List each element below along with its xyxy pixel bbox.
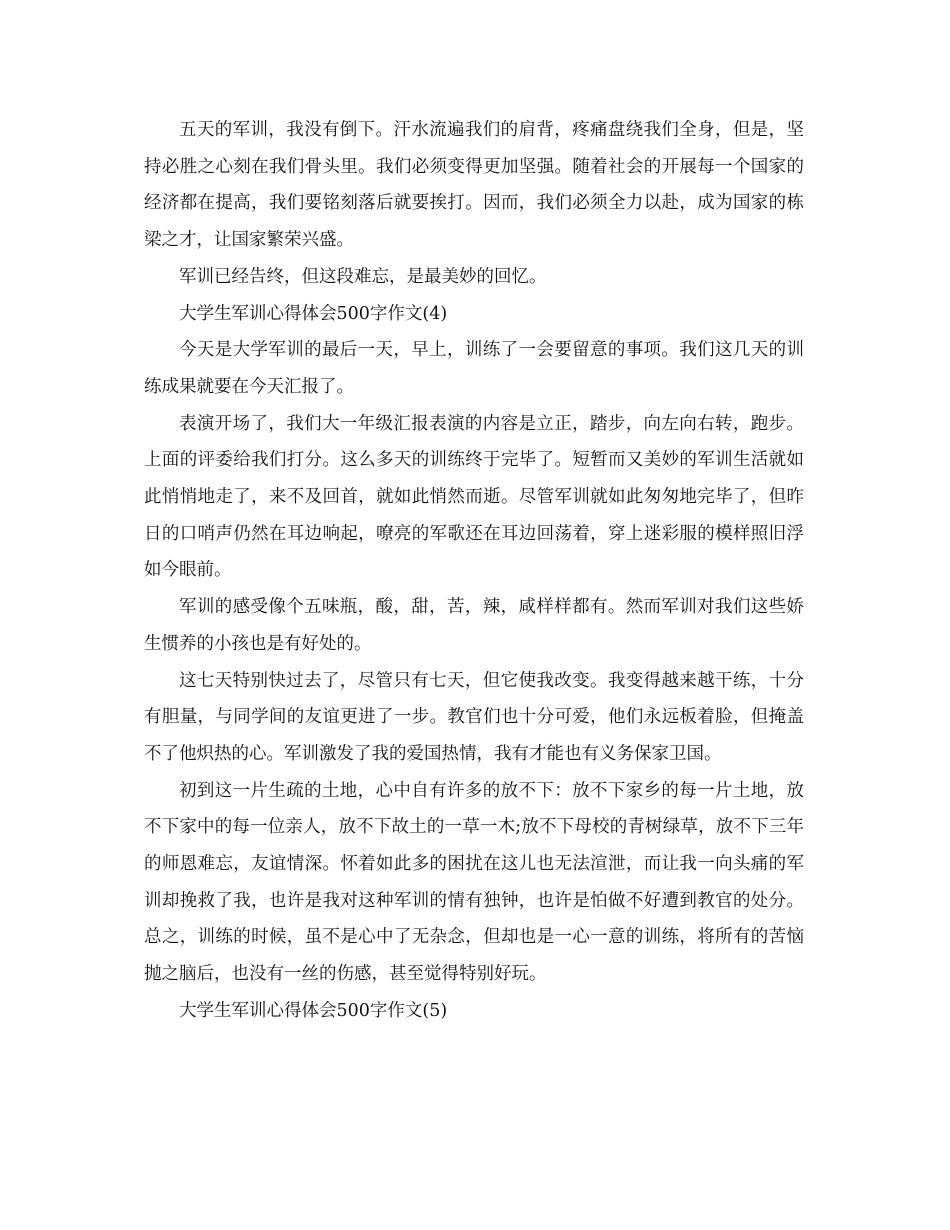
- paragraph-7: 初到这一片生疏的土地，心中自有许多的放不下：放不下家乡的每一片土地，放不下家中的每一位亲人，放不下故土的一草一木;放不下母校的青树绿草，放不下三年的师恩难忘，友谊情深。怀着如此多的困扰在这儿也无法渲泄，而让我一向头痛的军训却挽救了我，也许是我对这种军训的情有独钟，也许是怕做不好遭到教官的处分。总之，训练的时候，虽不是心中了无杂念，但却也是一心一意的训练，将所有的苦恼抛之脑后，也没有一丝的伤感，甚至觉得特别好玩。: [144, 780, 804, 985]
- paragraph-6: 这七天特别快过去了，尽管只有七天，但它使我改变。我变得越来越干练，十分有胆量，与同学间的友谊更进了一步。教官们也十分可爱，他们永远板着脸，但掩盖不了他炽热的心。军训激发了我的爱国热情，我有才能也有义务保家卫国。: [144, 670, 804, 764]
- section-heading-5: 大学生军训心得体会500字作文(5): [179, 1000, 448, 1021]
- section-heading-4: 大学生军训心得体会500字作文(4): [179, 303, 448, 324]
- paragraph-2: 军训已经告终，但这段难忘，是最美妙的回忆。: [179, 266, 547, 287]
- document-body: [144, 112, 804, 1030]
- paragraph-3: 今天是大学军训的最后一天，早上，训练了一会要留意的事项。我们这几天的训练成果就要在今天汇报了。: [144, 340, 804, 397]
- paragraph-4: 表演开场了，我们大一年级汇报表演的内容是立正，踏步，向左向右转，跑步。上面的评委给我们打分。这么多天的训练终于完毕了。短暂而又美妙的军训生活就如此悄悄地走了，来不及回首，就如此悄然而逝。尽管军训就如此匆匆地完毕了，但昨日的口哨声仍然在耳边响起，嘹亮的军歌还在耳边回荡着，穿上迷彩服的模样照旧浮如今眼前。: [144, 413, 804, 581]
- paragraph-5: 军训的感受像个五味瓶，酸，甜，苦，辣，咸样样都有。然而军训对我们这些娇生惯养的小孩也是有好处的。: [144, 597, 804, 654]
- paragraph-1: 五天的军训，我没有倒下。汗水流遍我们的肩背，疼痛盘绕我们全身，但是，坚持必胜之心刻在我们骨头里。我们必须变得更加坚强。随着社会的开展每一个国家的经济都在提高，我们要铭刻落后就要挨打。因而，我们必须全力以赴，成为国家的栋梁之才，让国家繁荣兴盛。: [144, 120, 804, 251]
